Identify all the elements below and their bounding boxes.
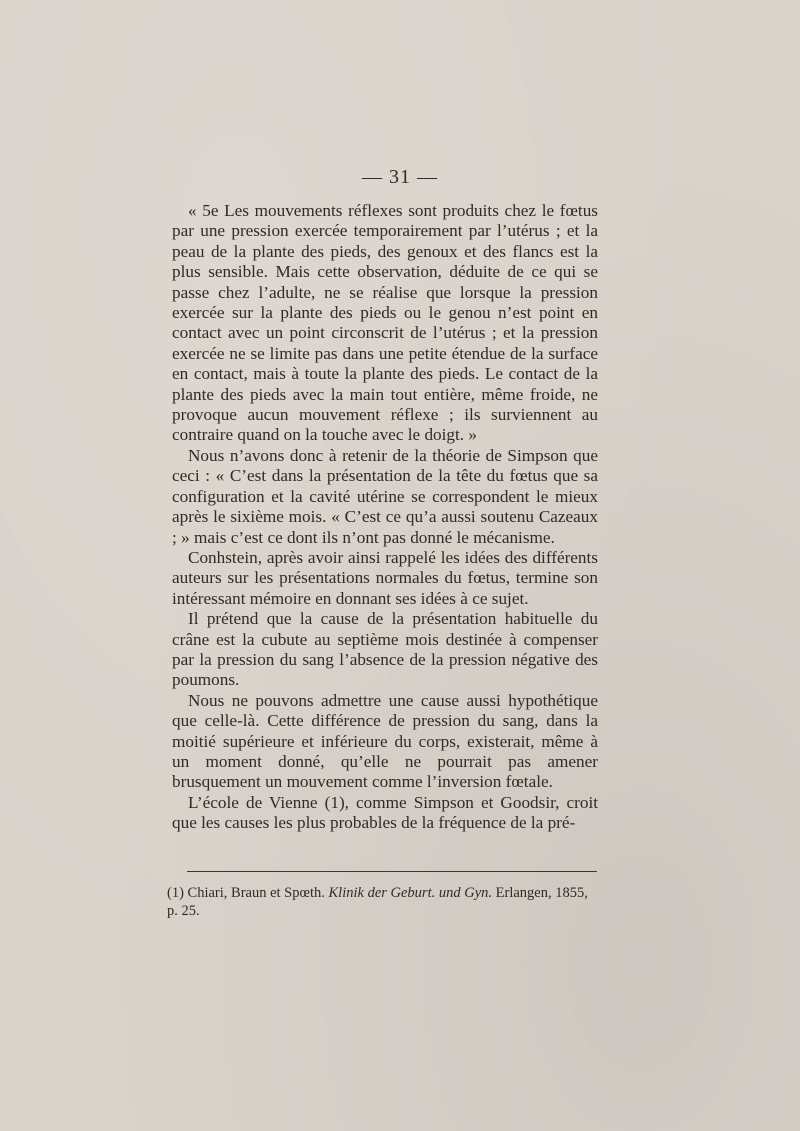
paragraph-reflexes-quote: « 5e Les mouvements réflexes sont produits chez le fœtus par une pression exercée temporairement par l’utérus ; et la peau de la plante des pieds, des genoux et des flancs est la plus sensible. Mais cette observation, déduite de ce qui se passe chez l’adulte, ne se réalise que lorsque la pression exercée sur la plante des pieds ou le genou n’est point en contact avec un point circonscrit de l’utérus ; et la pression exercée ne se limite pas dans une petite étendue de la surface en contact, mais à toute la plante des pieds. Le contact de la plante des pieds avec la main tout entière, même froide, ne provoque aucun mouvement réflexe ; ils surviennent au contraire quand on la touche avec le doigt. »	[172, 201, 598, 445]
footnote-divider	[187, 871, 597, 872]
paragraph-simpson-theory: Nous n’avons donc à retenir de la théorie de Simpson que ceci : « C’est dans la présentation de la tête du fœtus que sa configuration et la cavité utérine se correspondent le mieux après le sixième mois. « C’est ce qu’a aussi soutenu Cazeaux ; » mais c’est ce dont ils n’ont pas donné le mécanisme.	[172, 445, 598, 547]
footnote-title: Klinik der Geburt. und Gyn.	[328, 885, 493, 901]
body-text	[172, 201, 598, 834]
page-number: — 31 —	[362, 166, 438, 188]
paragraph-cubute: Il prétend que la cause de la présentation habituelle du crâne est la cubute au septième mois destinée à compenser par la pression du sang l’absence de la pression négative des poumons.	[172, 609, 598, 690]
paragraph-vienna-school: L’école de Vienne (1), comme Simpson et Goodsir, croit que les causes les plus probables de la fréquence de la pré-	[172, 792, 598, 833]
footnote-prefix: (1) Chiari, Braun et Spœth.	[167, 885, 325, 901]
footnote-suffix: Erlangen, 1855, p. 25.	[167, 885, 588, 919]
paragraph-conhstein: Conhstein, après avoir ainsi rappelé les idées des différents auteurs sur les présentations normales du fœtus, termine son intéressant mémoire en donnant ses idées à ce sujet.	[172, 547, 598, 608]
footnote	[167, 884, 599, 920]
paragraph-hypothesis: Nous ne pouvons admettre une cause aussi hypothétique que celle-là. Cette différence de pression du sang, dans la moitié supérieure et inférieure du corps, existerait, même à un moment donné, qu’elle ne pourrait pas amener brusquement un mouvement comme l’inversion fœtale.	[172, 690, 598, 792]
